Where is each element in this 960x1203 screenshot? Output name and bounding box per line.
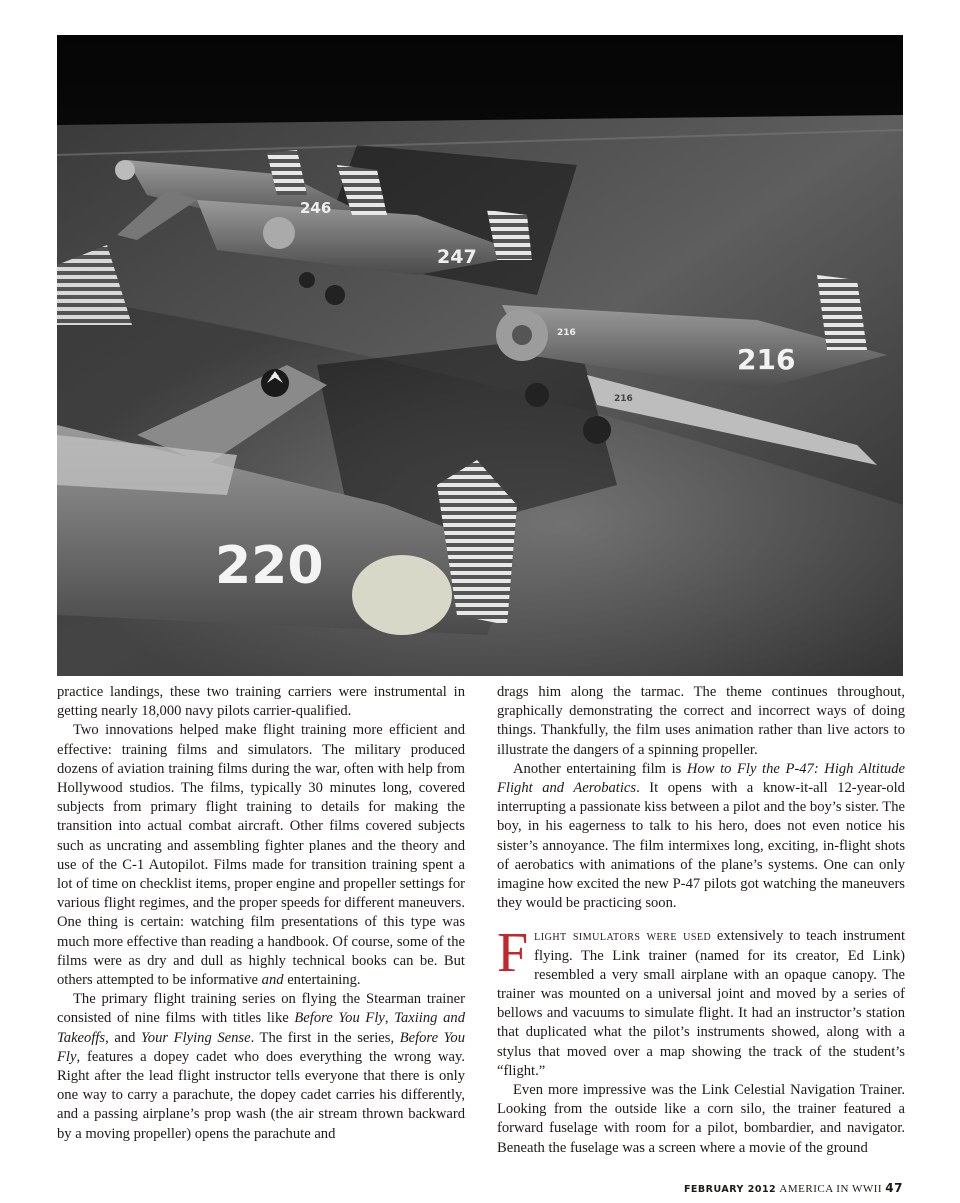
aircraft-marking-216-wing: 216 bbox=[614, 394, 633, 404]
paragraph: Even more impressive was the Link Celestial Navigation Trainer. Looking from the outside like a corn silo, the trainer featured a forward fuselage with room for a pilot, bombardier, and navigator. Beneath the fuselage was a screen where a movie of the ground bbox=[497, 1082, 905, 1156]
aircraft-marking-216-cowl: 216 bbox=[557, 328, 576, 338]
paragraph: drags him along the tarmac. The theme continues throughout, graphically demonstrating the correct and incorrect ways of doing things. Thankfully, the film uses animation rather than live actors to illustrate the dangers of a spinning propeller. bbox=[497, 684, 905, 758]
photo-training-planes bbox=[57, 35, 903, 676]
aircraft-number-220: 220 bbox=[215, 536, 324, 596]
paragraph: practice landings, these two training carriers were instrumental in getting nearly 18,000 navy pilots carrier-qualified. bbox=[57, 684, 465, 720]
article-column-right bbox=[497, 683, 905, 1158]
section-paragraph-dropcap: Flight simulators were used extensively to teach instrument flying. The Link trainer (named for its creator, Ed Link) resembled a very small airplane with an opaque canopy. The trainer was mounted on a universal joint and moved by a series of bellows and vacuums to simulate flight. It had an instructor’s station that duplicated what the pilot’s instruments showed, along with a stylus that moved over a map showing the track of the student’s “flight.” bbox=[497, 922, 905, 1079]
page-number: 47 bbox=[885, 1181, 903, 1195]
issue-date: FEBRUARY 2012 bbox=[683, 1184, 777, 1195]
aircraft-number-216: 216 bbox=[737, 343, 796, 376]
page-footer bbox=[684, 1181, 903, 1195]
magazine-title: AMERICA IN WWII bbox=[779, 1183, 883, 1195]
aircraft-number-247: 247 bbox=[437, 246, 477, 268]
paragraph: Two innovations helped make flight training more efficient and effective: training films and simulators. The military produced dozens of aviation training films during the war, often with help from Hollywood studios. The films, typically 30 minutes long, covered subjects from primary flight training to details for making the transition into actual combat aircraft. Other films covered subjects such as uncrating and assembling fighter planes and the theory and use of the C-1 Autopilot. Films made for transition training spent a lot of time on checklist items, proper engine and propeller settings for various flight regimes, and the proper speeds for different maneuvers. One thing is certain: watching film presentations of this type was much more effective than reading a handbook. Of course, some of the films were as dry and dull as highly technical books can be. But others attempted to be informative and entertaining. bbox=[57, 722, 465, 989]
aircraft-number-246: 246 bbox=[300, 199, 332, 217]
article-column-left bbox=[57, 683, 465, 1144]
drop-cap: F bbox=[497, 922, 529, 985]
airfield-night-scene bbox=[57, 35, 903, 676]
paragraph: The primary flight training series on flying the Stearman trainer consisted of nine films with titles like Before You Fly, Taxiing and Takeoffs, and Your Flying Sense. The first in the series, Before You Fly, features a dopey cadet who does everything the wrong way. Right after the lead flight instructor tells everyone that there is only one way to carry a parachute, the dopey cadet carries his differently, and a passing airplane’s prop wash (the air stream thrown backward by a moving propeller) opens the parachute and bbox=[57, 991, 466, 1142]
paragraph: Another entertaining film is How to Fly the P-47: High Altitude Flight and Aerobatics. It opens with a know-it-all 12-year-old interrupting a passionate kiss between a pilot and the boy’s sister. The boy, in his eagerness to talk to his hero, does not even notice his sister’s annoyance. The film intermixes long, exciting, in-flight shots of aerobatics with animations of the plane’s systems. One can only imagine how excited the new P-47 pilots got watching the maneuvers they would be practicing soon. bbox=[497, 760, 905, 912]
